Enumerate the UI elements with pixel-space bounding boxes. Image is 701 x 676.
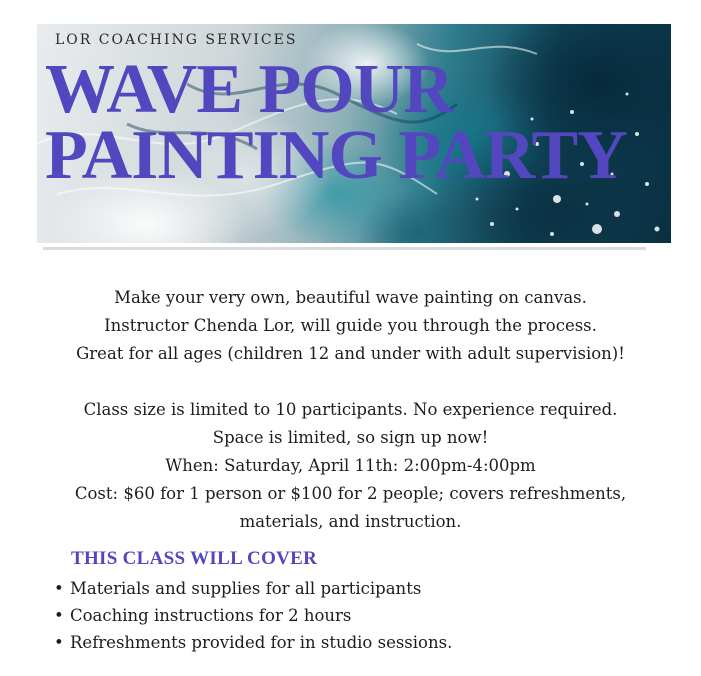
bullet-icon: • <box>54 633 64 652</box>
brand-name: LOR COACHING SERVICES <box>55 32 298 48</box>
title-line-1: WAVE POUR <box>45 51 453 128</box>
bullet-icon: • <box>54 579 64 598</box>
event-cost: Cost: $60 for 1 person or $100 for 2 people; covers refreshments, <box>74 484 627 503</box>
description-line: Class size is limited to 10 participants. No experience required. <box>83 400 618 419</box>
cover-heading: THIS CLASS WILL COVER <box>71 548 318 569</box>
description-line: Instructor Chenda Lor, will guide you through the process. <box>104 316 597 335</box>
list-item-text: Coaching instructions for 2 hours <box>70 606 352 625</box>
divider <box>43 247 646 250</box>
description-line: Make your very own, beautiful wave painting on canvas. <box>114 288 587 307</box>
page-title <box>45 51 627 194</box>
list-item <box>51 602 452 629</box>
list-item <box>51 629 452 656</box>
title-line-2: PAINTING PARTY <box>45 117 627 194</box>
hero-banner <box>37 24 671 243</box>
bullet-icon: • <box>54 606 64 625</box>
event-description <box>0 284 701 536</box>
description-line: Great for all ages (children 12 and under with adult supervision)! <box>76 344 625 363</box>
list-item-text: Materials and supplies for all participants <box>70 579 422 598</box>
event-date: When: Saturday, April 11th: 2:00pm-4:00pm <box>165 456 536 475</box>
list-item <box>51 575 452 602</box>
list-item-text: Refreshments provided for in studio sessions. <box>70 633 453 652</box>
description-line: materials, and instruction. <box>239 512 462 531</box>
description-line: Space is limited, so sign up now! <box>212 428 489 447</box>
paragraph-gap <box>0 368 701 396</box>
cover-list <box>51 575 452 656</box>
